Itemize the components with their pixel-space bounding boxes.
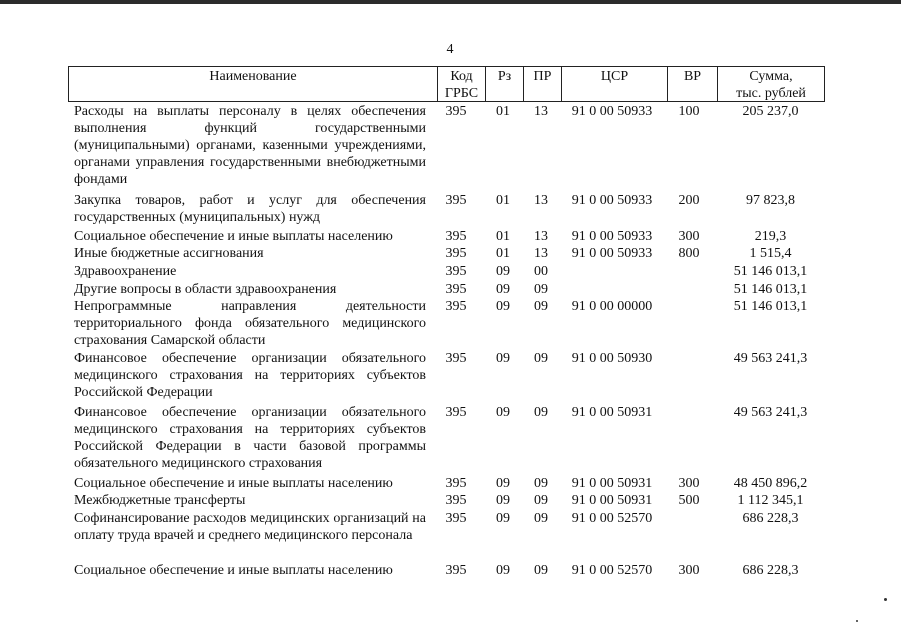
row-grbs: 395 [445,299,467,314]
row-csr: 91 0 00 50931 [571,493,653,508]
row-pr: 09 [534,476,548,491]
header-pr: ПР [523,67,561,101]
row-rz: 09 [496,299,510,314]
row-grbs: 395 [445,493,467,508]
row-name: Иные бюджетные ассигнования [74,246,264,261]
row-csr: 91 0 00 50933 [571,229,653,244]
row-rz: 09 [496,493,510,508]
row-vr: 300 [678,563,700,578]
row-rz: 01 [496,104,510,119]
row-name: Здравоохранение [74,264,177,279]
header-csr: ЦСР [561,67,667,101]
row-sum: 205 237,0 [742,104,799,119]
row-sum: 1 515,4 [749,246,792,261]
row-name: Социальное обеспечение и иные выплаты населению [74,563,393,578]
row-grbs: 395 [445,193,467,208]
row-grbs: 395 [445,264,467,279]
row-rz: 09 [496,351,510,366]
row-sum: 686 228,3 [742,563,799,578]
row-sum: 49 563 241,3 [733,405,808,420]
row-pr: 09 [534,405,548,420]
header-grbs: Код ГРБС [437,67,485,101]
row-name: Межбюджетные трансферты [74,493,246,508]
row-sum: 49 563 241,3 [733,351,808,366]
row-pr: 00 [534,264,548,279]
header-name: Наименование [209,69,297,84]
row-rz: 01 [496,229,510,244]
row-sum: 1 112 345,1 [737,493,804,508]
row-sum: 219,3 [754,229,787,244]
row-grbs: 395 [445,351,467,366]
row-rz: 09 [496,405,510,420]
row-csr: 91 0 00 50931 [571,405,653,420]
row-pr: 13 [534,193,548,208]
row-name: Социальное обеспечение и иные выплаты населению [74,476,393,491]
header-vr: ВР [667,67,717,101]
row-pr: 13 [534,104,548,119]
row-csr: 91 0 00 50933 [571,246,653,261]
scan-speck [884,598,887,601]
row-csr: 91 0 00 50933 [571,193,653,208]
row-grbs: 395 [445,246,467,261]
row-pr: 13 [534,229,548,244]
row-pr: 13 [534,246,548,261]
scan-speck [856,620,858,622]
row-name: Финансовое обеспечение организации обязательного медицинского страхования на территориях субъектов Российской Федерации [74,351,426,400]
row-sum: 51 146 013,1 [733,264,808,279]
header-rz: Рз [485,67,523,101]
row-grbs: 395 [445,229,467,244]
row-pr: 09 [534,299,548,314]
row-vr: 200 [678,193,700,208]
row-grbs: 395 [445,563,467,578]
row-rz: 09 [496,511,510,526]
row-rz: 01 [496,193,510,208]
row-name: Закупка товаров, работ и услуг для обеспечения государственных (муниципальных) нужд [74,193,426,225]
row-name: Другие вопросы в области здравоохранения [74,282,337,297]
row-rz: 09 [496,476,510,491]
row-vr: 100 [678,104,700,119]
row-pr: 09 [534,493,548,508]
row-vr: 800 [678,246,700,261]
row-grbs: 395 [445,104,467,119]
row-csr: 91 0 00 52570 [571,563,653,578]
row-sum: 686 228,3 [742,511,799,526]
row-sum: 51 146 013,1 [733,299,808,314]
row-pr: 09 [534,511,548,526]
page-number: 4 [446,42,454,57]
row-sum: 51 146 013,1 [733,282,808,297]
row-grbs: 395 [445,476,467,491]
row-rz: 09 [496,264,510,279]
row-name: Финансовое обеспечение организации обязательного медицинского страхования на территориях субъектов Российской Федерации в части базовой программы обязательного медицинского страхования [74,405,426,471]
header-sum: Сумма, тыс. рублей [717,67,824,101]
row-csr: 91 0 00 00000 [571,299,653,314]
row-rz: 01 [496,246,510,261]
row-name: Непрограммные направления деятельности территориального фонда обязательного медицинского страхования Самарской области [74,299,426,348]
row-sum: 97 823,8 [746,193,795,208]
scan-top-edge [0,0,901,4]
row-vr: 300 [678,476,700,491]
row-pr: 09 [534,563,548,578]
table-header [68,66,825,102]
row-grbs: 395 [445,405,467,420]
row-sum: 48 450 896,2 [733,476,808,491]
row-name: Софинансирование расходов медицинских организаций на оплату труда врачей и среднего медицинского персонала [74,511,426,543]
row-rz: 09 [496,282,510,297]
row-grbs: 395 [445,511,467,526]
row-csr: 91 0 00 50933 [571,104,653,119]
row-name: Расходы на выплаты персоналу в целях обеспечения выполнения функций государственными (муниципальными) органами, казенными учреждениями, органами управления государственными внебюджетными фондами [74,104,426,187]
row-grbs: 395 [445,282,467,297]
row-vr: 300 [678,229,700,244]
row-vr: 500 [678,493,700,508]
row-pr: 09 [534,282,548,297]
row-name: Социальное обеспечение и иные выплаты населению [74,229,393,244]
row-pr: 09 [534,351,548,366]
row-rz: 09 [496,563,510,578]
row-csr: 91 0 00 50931 [571,476,653,491]
row-csr: 91 0 00 50930 [571,351,653,366]
row-csr: 91 0 00 52570 [571,511,653,526]
